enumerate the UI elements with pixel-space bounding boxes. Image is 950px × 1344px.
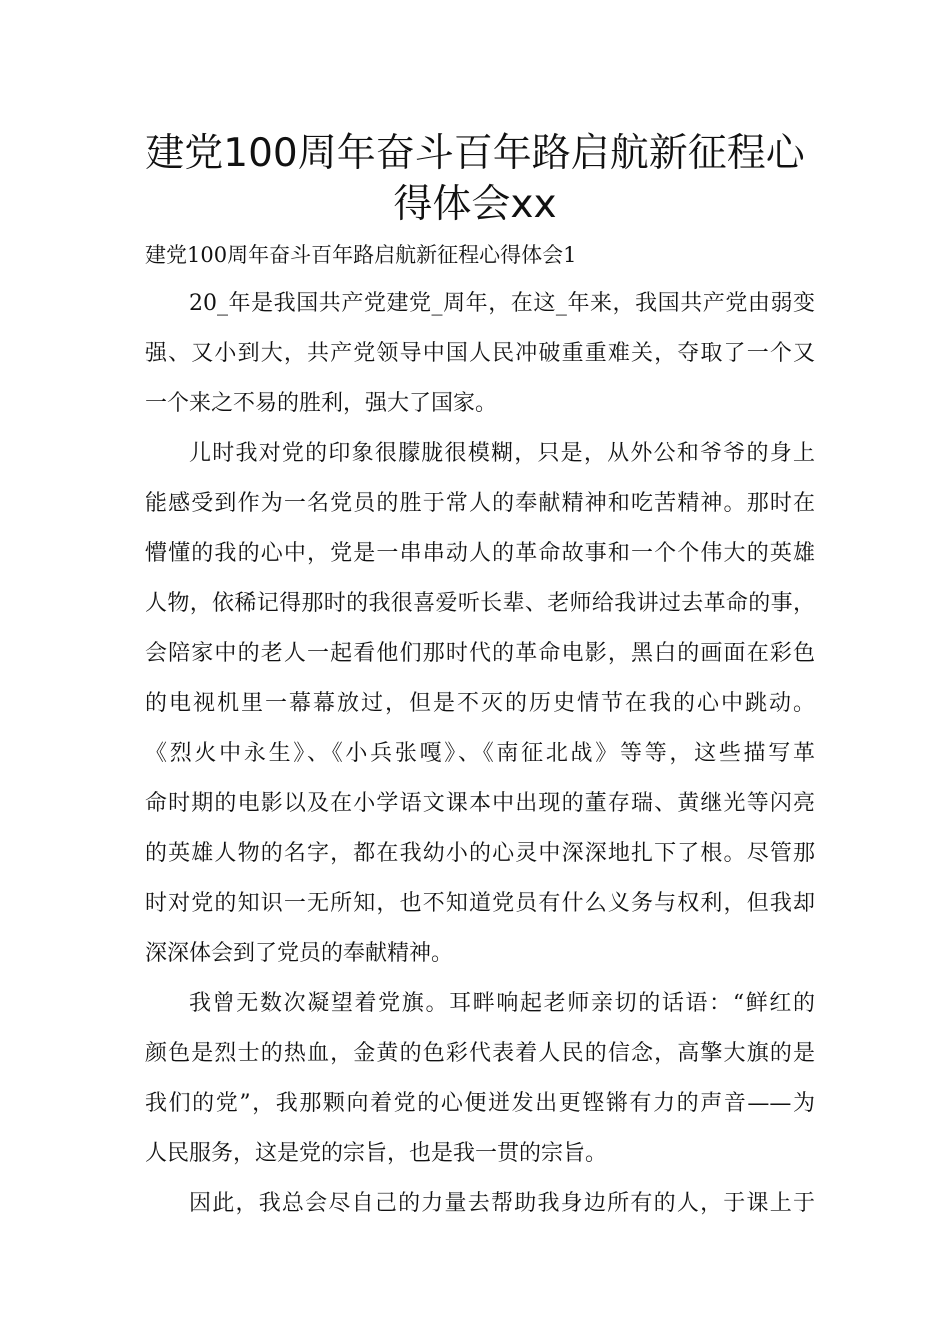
text-line: 的电视机里一幕幕放过，但是不灭的历史情节在我的心中跳动。 [145,691,815,716]
text-line: 会陪家中的老人一起看他们那时代的革命电影，黑白的画面在彩色 [145,641,815,666]
text-line: 我们的党”，我那颗向着党的心便迸发出更铿锵有力的声音——为 [145,1091,815,1116]
text-line: 人民服务，这是党的宗旨，也是我一贯的宗旨。 [145,1141,608,1166]
text-line: 《烈火中永生》、《小兵张嘎》、《南征北战》等等，这些描写革 [145,741,815,766]
text-line: 我曾无数次凝望着党旗。耳畔响起老师亲切的话语：“鲜红的 [189,991,815,1016]
text-line: 20_年是我国共产党建党_周年，在这_年来，我国共产党由弱变 [189,291,815,316]
text-line: 深深体会到了党员的奉献精神。 [145,941,454,966]
document-title-line2: 得体会xx [393,182,557,227]
text-line: 懵懂的我的心中，党是一串串动人的革命故事和一个个伟大的英雄 [145,541,815,566]
text-line: 时对党的知识一无所知，也不知道党员有什么义务与权利，但我却 [145,891,815,916]
text-line: 人物，依稀记得那时的我很喜爱听长辈、老师给我讲过去革命的事， [145,591,815,616]
section-subtitle: 建党100周年奋斗百年路启航新征程心得体会1 [145,243,577,267]
text-line: 能感受到作为一名党员的胜于常人的奉献精神和吃苦精神。那时在 [145,491,815,516]
text-line: 儿时我对党的印象很朦胧很模糊，只是，从外公和爷爷的身上 [189,441,815,466]
text-line: 强、又小到大，共产党领导中国人民冲破重重难关，夺取了一个又 [145,341,815,366]
text-line: 命时期的电影以及在小学语文课本中出现的董存瑞、黄继光等闪亮 [145,791,815,816]
text-line: 因此，我总会尽自己的力量去帮助我身边所有的人，于课上于 [189,1191,815,1216]
document-title-line1: 建党100周年奋斗百年路启航新征程心 [145,131,805,176]
text-line: 颜色是烈士的热血，金黄的色彩代表着人民的信念，高擎大旗的是 [145,1041,815,1066]
text-line: 的英雄人物的名字，都在我幼小的心灵中深深地扎下了根。尽管那 [145,841,815,866]
text-line: 一个来之不易的胜利，强大了国家。 [145,391,498,416]
